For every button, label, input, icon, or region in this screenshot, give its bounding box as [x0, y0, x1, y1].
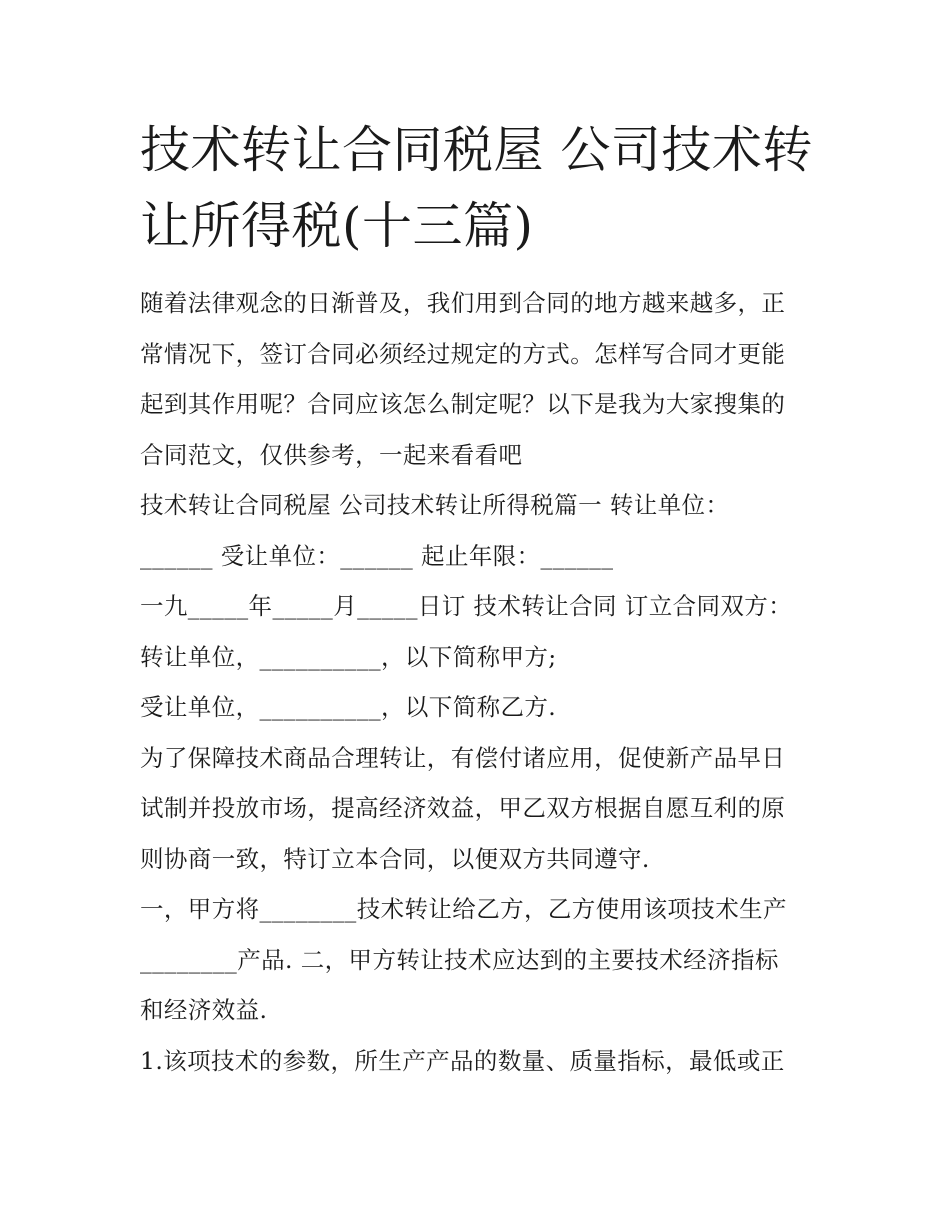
text-line: ________产品. 二，甲方转让技术应达到的主要技术经济指标 [140, 945, 779, 974]
text-line: 转让单位，__________，以下简称甲方; [140, 642, 557, 671]
title-line-1: 技术转让合同税屋 公司技术转 [140, 121, 813, 179]
text-line: 受让单位，__________，以下简称乙方. [140, 693, 557, 721]
document-title [140, 112, 820, 264]
title-line-2: 让所得税(十三篇) [140, 197, 534, 255]
text-line: 试制并投放市场，提高经济效益，甲乙双方根据自愿互利的原 [140, 794, 786, 822]
text-line: 则协商一致，特订立本合同，以便双方共同遵守. [140, 844, 650, 873]
document-body [140, 278, 820, 1086]
text-line: 合同范文，仅供参考，一起来看看吧 [140, 440, 523, 469]
text-line: 1.该项技术的参数，所生产产品的数量、质量指标，最低或正 [140, 1046, 785, 1075]
text-line: 随着法律观念的日渐普及，我们用到合同的地方越来越多，正 [140, 289, 786, 317]
text-line: 常情况下，签订合同必须经过规定的方式。怎样写合同才更能 [140, 339, 786, 368]
text-line: ______ 受让单位：______ 起止年限：______ [140, 541, 614, 570]
text-line: 和经济效益. [140, 996, 268, 1024]
text-line: 为了保障技术商品合理转让，有偿付诸应用，促使新产品早日 [140, 743, 786, 772]
document-page [140, 112, 820, 1086]
text-line: 起到其作用呢？合同应该怎么制定呢？以下是我为大家搜集的 [140, 390, 786, 418]
text-line: 一，甲方将________技术转让给乙方，乙方使用该项技术生产 [140, 895, 787, 923]
text-line: 一九_____年_____月_____日订 技术转让合同 订立合同双方： [140, 592, 793, 620]
text-line: 技术转让合同税屋 公司技术转让所得税篇一 转让单位： [140, 491, 730, 519]
